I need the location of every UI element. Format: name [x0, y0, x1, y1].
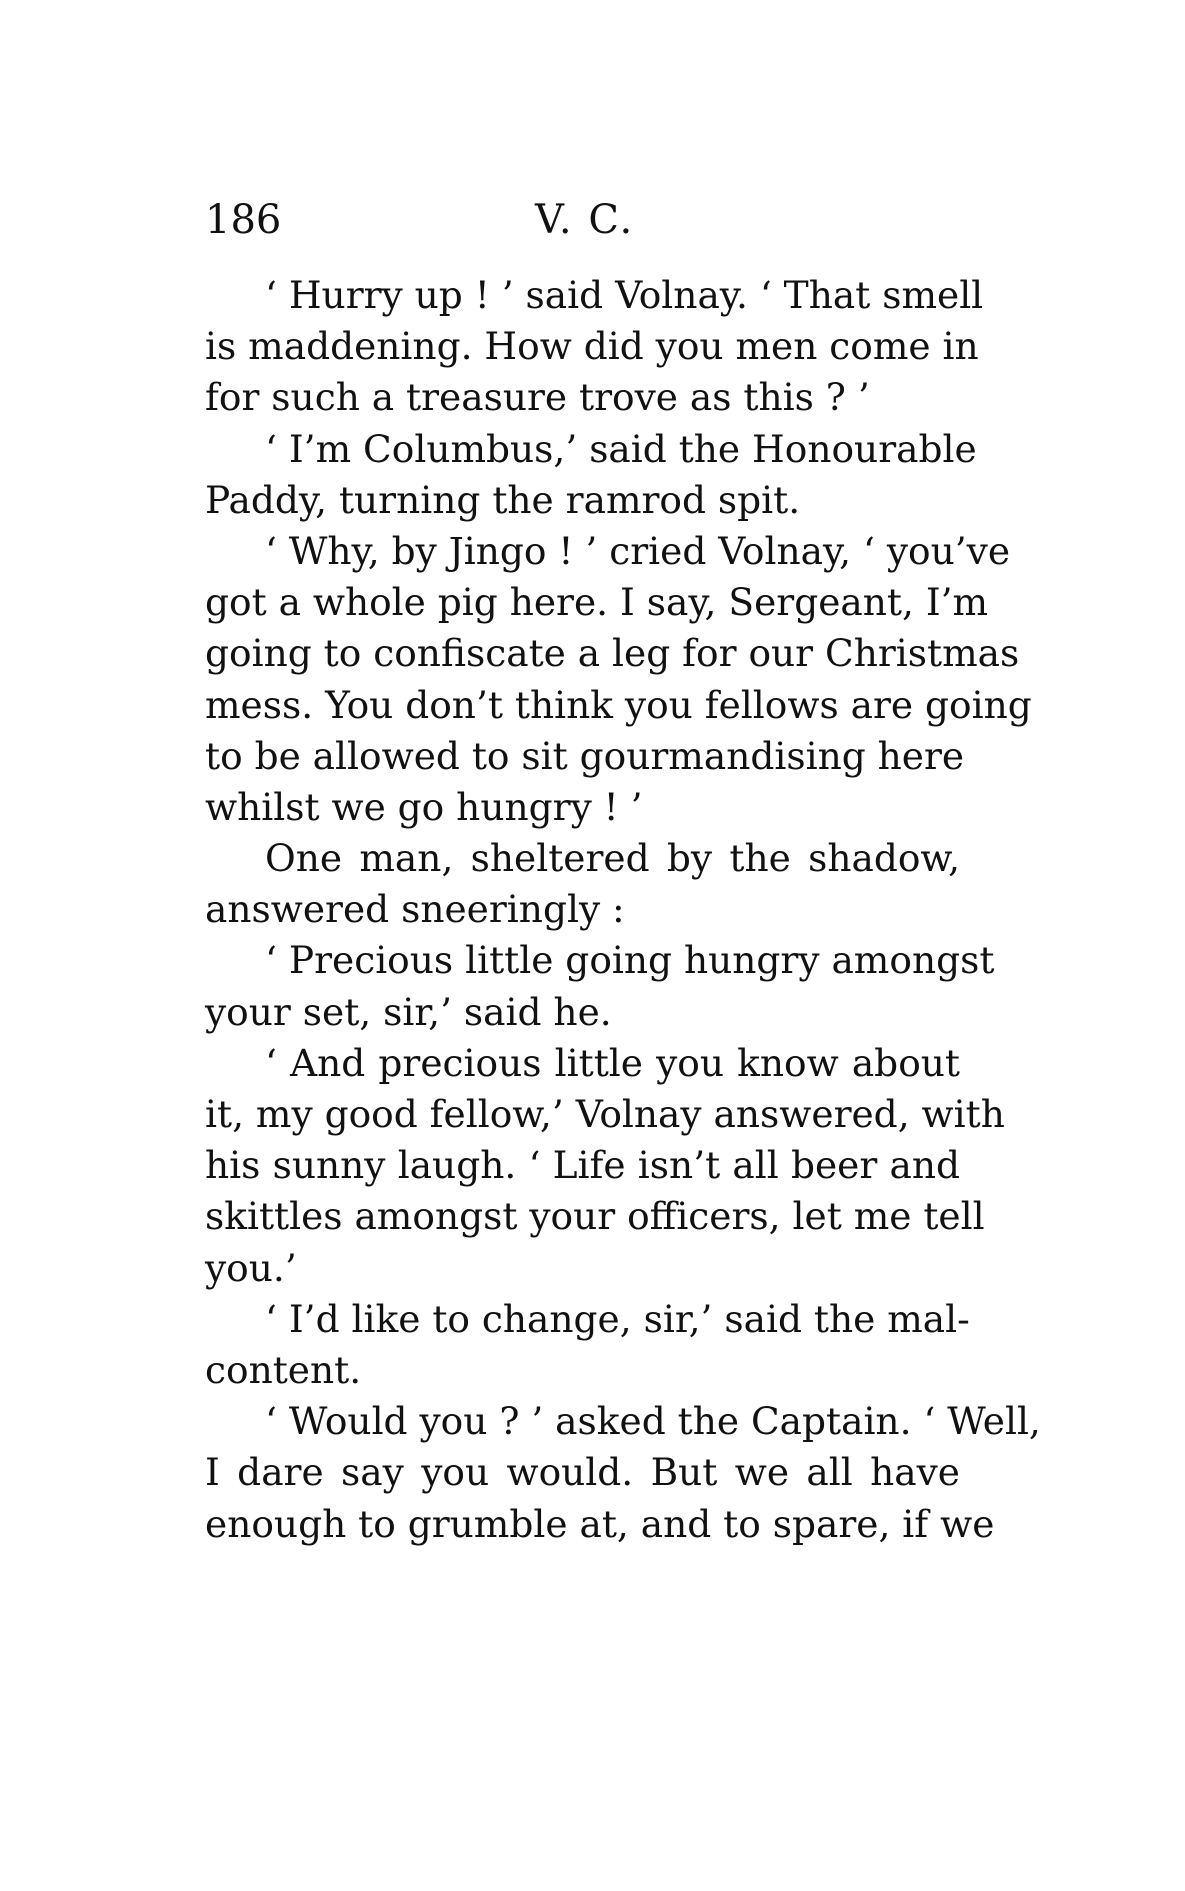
text-line: Paddy, turning the ramrod spit.	[205, 477, 801, 522]
text-line: mess. You don’t think you fellows are going	[205, 682, 1032, 727]
text-line: content.	[205, 1347, 362, 1392]
text-line: got a whole pig here. I say, Sergeant, I’m	[205, 580, 989, 625]
running-head	[205, 196, 960, 244]
text-line: One man, sheltered by the shadow,	[265, 836, 960, 881]
text-line: ‘ Would you ? ’ asked the Captain. ‘ Well,	[265, 1399, 1041, 1444]
text-line: skittles amongst your officers, let me tell	[205, 1194, 985, 1239]
text-line: whilst we go hungry ! ’	[205, 784, 643, 829]
text-line: ‘ Precious little going hungry amongst	[265, 938, 995, 983]
text-line: your set, sir,’ said he.	[205, 989, 612, 1034]
text-line: enough to grumble at, and to spare, if we	[205, 1501, 995, 1546]
body-text	[205, 270, 1041, 1550]
text-line: his sunny laugh. ‘ Life isn’t all beer and	[205, 1143, 960, 1188]
text-line: going to confiscate a leg for our Christmas	[205, 631, 1020, 676]
text-line: ‘ I’d like to change, sir,’ said the mal-	[265, 1296, 970, 1341]
text-line: you.’	[205, 1245, 297, 1290]
text-line: is maddening. How did you men come in	[205, 324, 979, 369]
text-line: ‘ And precious little you know about	[265, 1040, 960, 1085]
text-line: for such a treasure trove as this ? ’	[205, 375, 870, 420]
text-line: I dare say you would. But we all have	[205, 1450, 960, 1495]
text-line: it, my good fellow,’ Volnay answered, with	[205, 1092, 1005, 1136]
running-title: V. C.	[535, 197, 635, 243]
text-line: answered sneeringly :	[205, 887, 625, 932]
text-line: ‘ I’m Columbus,’ said the Honourable	[265, 426, 977, 471]
text-line: to be allowed to sit gourmandising here	[205, 733, 965, 778]
text-line: ‘ Why, by Jingo ! ’ cried Volnay, ‘ you’ve	[265, 528, 1011, 573]
text-line: ‘ Hurry up ! ’ said Volnay. ‘ That smell	[265, 273, 984, 317]
page-number: 186	[205, 197, 282, 243]
